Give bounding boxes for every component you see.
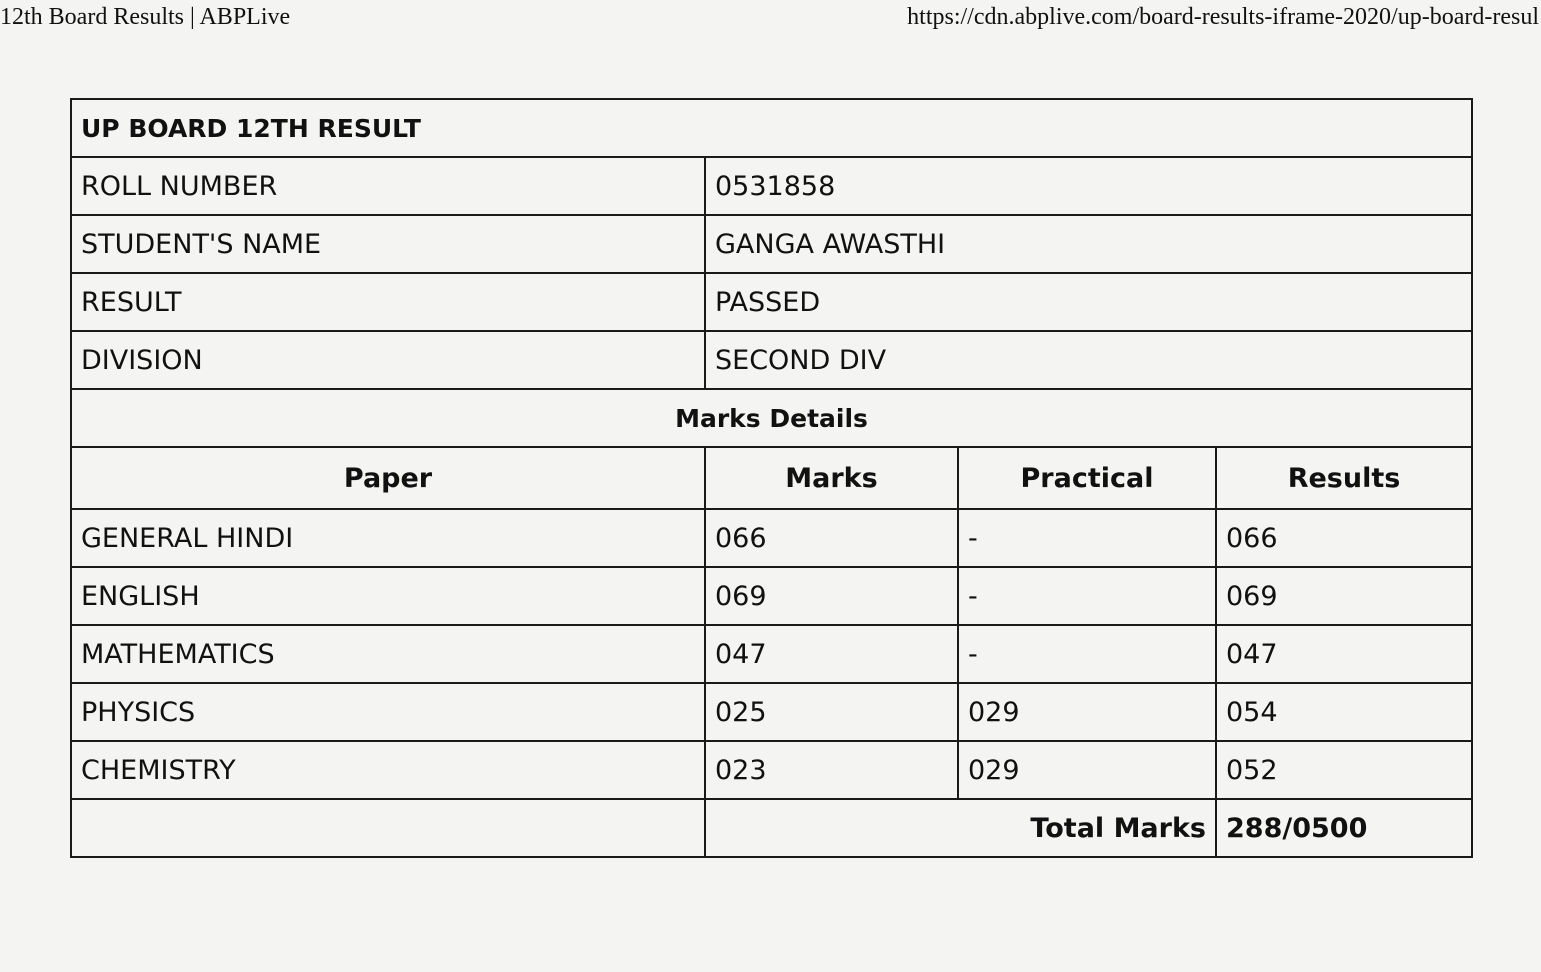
paper-practical: - xyxy=(958,567,1216,625)
paper-name: MATHEMATICS xyxy=(71,625,705,683)
table-row xyxy=(71,741,1472,799)
paper-marks: 025 xyxy=(705,683,958,741)
paper-result: 069 xyxy=(1216,567,1472,625)
column-header-paper: Paper xyxy=(71,447,705,509)
paper-name: PHYSICS xyxy=(71,683,705,741)
column-header-results: Results xyxy=(1216,447,1472,509)
paper-name: CHEMISTRY xyxy=(71,741,705,799)
info-label: ROLL NUMBER xyxy=(71,157,705,215)
paper-practical: 029 xyxy=(958,683,1216,741)
marks-section-row xyxy=(71,389,1472,447)
paper-result: 047 xyxy=(1216,625,1472,683)
table-row xyxy=(71,625,1472,683)
info-value: 0531858 xyxy=(705,157,1472,215)
paper-result: 054 xyxy=(1216,683,1472,741)
info-row-roll-number xyxy=(71,157,1472,215)
table-row xyxy=(71,509,1472,567)
info-value: SECOND DIV xyxy=(705,331,1472,389)
info-row-division xyxy=(71,331,1472,389)
paper-practical: 029 xyxy=(958,741,1216,799)
info-value: GANGA AWASTHI xyxy=(705,215,1472,273)
total-row xyxy=(71,799,1472,857)
column-header-practical: Practical xyxy=(958,447,1216,509)
table-row xyxy=(71,567,1472,625)
total-empty-cell xyxy=(71,799,705,857)
info-label: RESULT xyxy=(71,273,705,331)
paper-practical: - xyxy=(958,509,1216,567)
paper-name: GENERAL HINDI xyxy=(71,509,705,567)
marks-header-row xyxy=(71,447,1472,509)
column-header-marks: Marks xyxy=(705,447,958,509)
page-title: 12th Board Results | ABPLive xyxy=(0,4,291,30)
print-header xyxy=(0,2,1541,36)
result-table xyxy=(70,98,1473,858)
total-marks-label: Total Marks xyxy=(705,799,1216,857)
result-title: UP BOARD 12TH RESULT xyxy=(71,99,1472,157)
info-label: STUDENT'S NAME xyxy=(71,215,705,273)
info-row-result xyxy=(71,273,1472,331)
info-row-student-name xyxy=(71,215,1472,273)
paper-marks: 047 xyxy=(705,625,958,683)
paper-result: 066 xyxy=(1216,509,1472,567)
result-title-row xyxy=(71,99,1472,157)
paper-name: ENGLISH xyxy=(71,567,705,625)
info-value: PASSED xyxy=(705,273,1472,331)
paper-practical: - xyxy=(958,625,1216,683)
paper-result: 052 xyxy=(1216,741,1472,799)
paper-marks: 066 xyxy=(705,509,958,567)
info-label: DIVISION xyxy=(71,331,705,389)
paper-marks: 069 xyxy=(705,567,958,625)
marks-section-title: Marks Details xyxy=(71,389,1472,447)
total-marks-value: 288/0500 xyxy=(1216,799,1472,857)
page-url: https://cdn.abplive.com/board-results-iframe-2020/up-board-resul xyxy=(907,4,1539,30)
table-row xyxy=(71,683,1472,741)
paper-marks: 023 xyxy=(705,741,958,799)
